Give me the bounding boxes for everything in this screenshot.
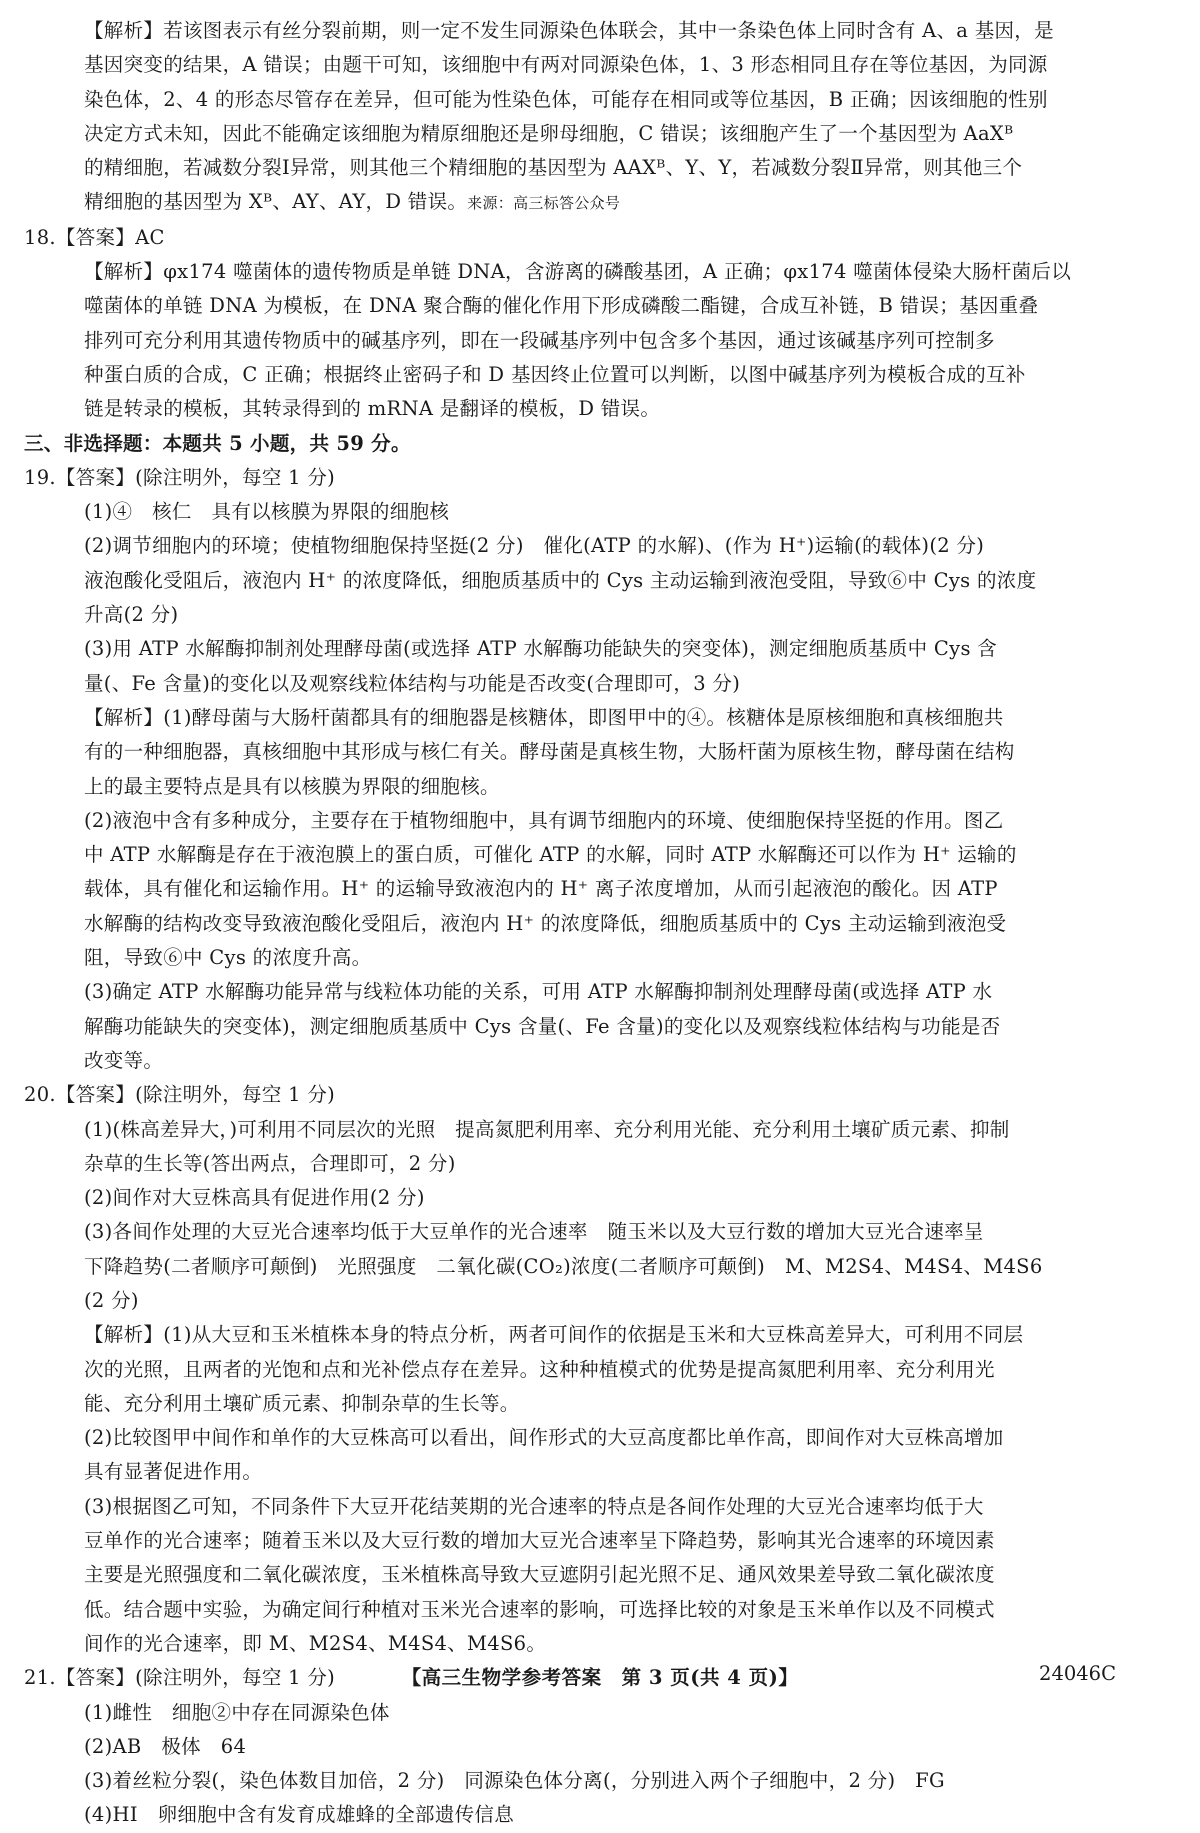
- page-footer: [0, 1662, 1200, 1692]
- text-line: (2 分): [84, 1288, 139, 1312]
- footer-title: 【高三生物学参考答案 第 3 页(共 4 页)】: [401, 1666, 799, 1689]
- text-line: 能、充分利用土壤矿质元素、抑制杂草的生长等。: [84, 1391, 520, 1415]
- text-line: 杂草的生长等(答出两点，合理即可，2 分): [84, 1151, 456, 1175]
- text-line: 【解析】(1)从大豆和玉米植株本身的特点分析，两者可间作的依据是玉米和大豆株高差异大，可利用不同层: [84, 1323, 1024, 1347]
- q17-last-line: 精细胞的基因型为 Xᴮ、AY、AY，D 错误。: [84, 190, 468, 214]
- text-line: 水解酶的结构改变导致液泡酸化受阻后，液泡内 H⁺ 的浓度降低，细胞质基质中的 Cys 主动运输到液泡受: [84, 911, 1007, 935]
- text-line: 噬菌体的单链 DNA 为模板，在 DNA 聚合酶的催化作用下形成磷酸二酯键，合成互补链，B 错误；基因重叠: [84, 294, 1039, 318]
- page-content: [24, 14, 1160, 1833]
- q20-answer: [24, 1078, 1160, 1112]
- text-line: (2)间作对大豆株高具有促进作用(2 分): [84, 1186, 425, 1210]
- section-3-title: 三、非选择题：本题共 5 小题，共 59 分。: [24, 431, 411, 455]
- text-line: 升高(2 分): [84, 603, 179, 627]
- text-line: (2)液泡中含有多种成分，主要存在于植物细胞中，具有调节细胞内的环境、使细胞保持坚挺的作用。图乙: [84, 808, 1004, 832]
- text-line: 中 ATP 水解酶是存在于液泡膜上的蛋白质，可催化 ATP 的水解，同时 ATP 水解酶还可以作为 H⁺ 运输的: [84, 843, 1017, 867]
- text-line: 载体，具有催化和运输作用。H⁺ 的运输导致液泡内的 H⁺ 离子浓度增加，从而引起液泡的酸化。因 ATP: [84, 877, 998, 901]
- text-line: (2)AB 极体 64: [84, 1734, 247, 1758]
- text-line: 间作的光合速率，即 M、M2S4、M4S4、M4S6。: [84, 1631, 547, 1655]
- text-line: (3)用 ATP 水解酶抑制剂处理酵母菌(或选择 ATP 水解酶功能缺失的突变体)，测定细胞质基质中 Cys 含: [84, 637, 998, 661]
- text-line: 改变等。: [84, 1048, 164, 1072]
- text-line: 的精细胞，若减数分裂Ⅰ异常，则其他三个精细胞的基因型为 AAXᴮ、Y、Y，若减数分裂Ⅱ异常，则其他三个: [84, 156, 1023, 180]
- q19-answer-body: [84, 495, 1160, 701]
- text-line: 豆单作的光合速率；随着玉米以及大豆行数的增加大豆光合速率呈下降趋势，影响其光合速率的环境因素: [84, 1529, 995, 1553]
- text-line: (1)雌性 细胞②中存在同源染色体: [84, 1700, 390, 1724]
- text-line: 液泡酸化受阻后，液泡内 H⁺ 的浓度降低，细胞质基质中的 Cys 主动运输到液泡受阻，导致⑥中 Cys 的浓度: [84, 568, 1037, 592]
- q18-analysis: [84, 255, 1160, 426]
- text-line: 有的一种细胞器，真核细胞中其形成与核仁有关。酵母菌是真核生物，大肠杆菌为原核生物，酵母菌在结构: [84, 740, 1015, 764]
- text-line: (2)比较图甲中间作和单作的大豆株高可以看出，间作形式的大豆高度都比单作高，即间作对大豆株高增加: [84, 1426, 1004, 1450]
- text-line: 基因突变的结果，A 错误；由题干可知，该细胞中有两对同源染色体，1、3 形态相同且存在等位基因，为同源: [84, 53, 1048, 77]
- q21-answer-body: [84, 1696, 1160, 1833]
- q17-analysis: [84, 14, 1160, 221]
- footer-code: 24046C: [1039, 1662, 1116, 1685]
- text-line: 链是转录的模板，其转录得到的 mRNA 是翻译的模板，D 错误。: [84, 397, 661, 421]
- text-line: 染色体，2、4 的形态尽管存在差异，但可能为性染色体，可能存在相同或等位基因，B 正确；因该细胞的性别: [84, 87, 1048, 111]
- text-line: (3)根据图乙可知，不同条件下大豆开花结荚期的光合速率的特点是各间作处理的大豆光合速率均低于大: [84, 1494, 984, 1518]
- text-line: 排列可充分利用其遗传物质中的碱基序列，即在一段碱基序列中包含多个基因，通过该碱基序列可控制多: [84, 328, 995, 352]
- text-line: (3)着丝粒分裂(，染色体数目加倍，2 分) 同源染色体分离(，分别进入两个子细胞中，2 分) FG: [84, 1769, 945, 1793]
- text-line: 次的光照，且两者的光饱和点和光补偿点存在差异。这种种植模式的优势是提高氮肥利用率、充分利用光: [84, 1357, 995, 1381]
- q21-answer-text: 21.【答案】(除注明外，每空 1 分): [24, 1666, 336, 1690]
- text-line: 种蛋白质的合成，C 正确；根据终止密码子和 D 基因终止位置可以判断，以图中碱基序列为模板合成的互补: [84, 362, 1026, 386]
- text-line: (3)各间作处理的大豆光合速率均低于大豆单作的光合速率 随玉米以及大豆行数的增加大豆光合速率呈: [84, 1220, 984, 1244]
- text-line: (1)(株高差异大，)可利用不同层次的光照 提高氮肥利用率、充分利用光能、充分利用土壤矿质元素、抑制: [84, 1117, 1010, 1141]
- text-line: 决定方式未知，因此不能确定该细胞为精原细胞还是卵母细胞，C 错误；该细胞产生了一个基因型为 AaXᴮ: [84, 121, 1014, 145]
- text-line: 具有显著促进作用。: [84, 1460, 263, 1484]
- text-line: 低。结合题中实验，为确定间行种植对玉米光合速率的影响，可选择比较的对象是玉米单作以及不同模式: [84, 1597, 995, 1621]
- q18-answer-text: 18.【答案】AC: [24, 225, 165, 249]
- q18-answer: [24, 221, 1160, 255]
- q20-answer-text: 20.【答案】(除注明外，每空 1 分): [24, 1083, 336, 1107]
- text-line: 【解析】φx174 噬菌体的遗传物质是单链 DNA，含游离的磷酸基团，A 正确；φx174 噬菌体侵染大肠杆菌后以: [84, 260, 1071, 284]
- text-line: 【解析】若该图表示有丝分裂前期，则一定不发生同源染色体联会，其中一条染色体上同时含有 A、a 基因，是: [84, 19, 1054, 42]
- text-line: 解酶功能缺失的突变体)，测定细胞质基质中 Cys 含量(、Fe 含量)的变化以及观察线粒体结构与功能是否: [84, 1014, 1001, 1038]
- text-line: 阻，导致⑥中 Cys 的浓度升高。: [84, 946, 372, 970]
- text-line: (2)调节细胞内的环境；使植物细胞保持坚挺(2 分) 催化(ATP 的水解)、(作为 H⁺)运输(的载体)(2 分): [84, 534, 985, 558]
- q20-answer-body: [84, 1113, 1160, 1319]
- source-note: 来源：高三标答公众号: [467, 194, 621, 213]
- text-line: [84, 185, 1160, 220]
- text-line: 上的最主要特点是具有以核膜为界限的细胞核。: [84, 774, 500, 798]
- text-line: 主要是光照强度和二氧化碳浓度，玉米植株高导致大豆遮阴引起光照不足、通风效果差导致二氧化碳浓度: [84, 1563, 995, 1587]
- text-line: (3)确定 ATP 水解酶功能异常与线粒体功能的关系，可用 ATP 水解酶抑制剂处理酵母菌(或选择 ATP 水: [84, 980, 993, 1004]
- text-line: (1)④ 核仁 具有以核膜为界限的细胞核: [84, 500, 450, 524]
- q20-analysis: [84, 1318, 1160, 1661]
- q19-answer-text: 19.【答案】(除注明外，每空 1 分): [24, 465, 336, 489]
- text-line: 下降趋势(二者顺序可颠倒) 光照强度 二氧化碳(CO₂)浓度(二者顺序可颠倒) M、M2S4、M4S4、M4S6: [84, 1254, 1043, 1278]
- text-line: (4)HI 卵细胞中含有发育成雄蜂的全部遗传信息: [84, 1803, 515, 1827]
- q19-analysis: [84, 701, 1160, 1078]
- text-line: 量(、Fe 含量)的变化以及观察线粒体结构与功能是否改变(合理即可，3 分): [84, 671, 741, 695]
- text-line: 【解析】(1)酵母菌与大肠杆菌都具有的细胞器是核糖体，即图甲中的④。核糖体是原核细胞和真核细胞共: [84, 705, 1004, 729]
- q19-answer: [24, 461, 1160, 495]
